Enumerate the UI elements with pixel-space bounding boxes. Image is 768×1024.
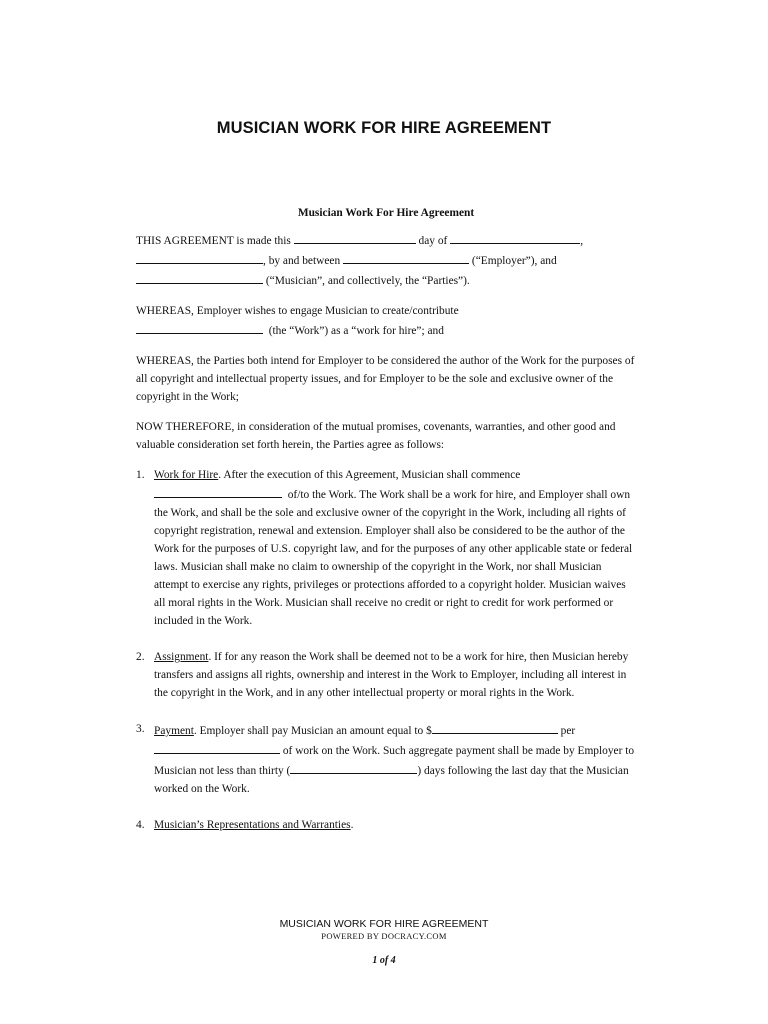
clause-text: . — [350, 819, 354, 831]
intro-paragraph — [136, 230, 636, 290]
clause-text: ) days following the last day that the Musician worked on the Work. — [154, 765, 629, 795]
intro-text-2: day of — [418, 235, 448, 247]
clause-item — [136, 816, 636, 834]
intro-text-4: , by and between — [263, 255, 341, 267]
clause-text: . After the execution of this Agreement, Musician shall commence — [218, 469, 521, 481]
page-number: 1 of 4 — [372, 955, 396, 966]
clause-item — [136, 466, 636, 630]
clause-text: of work on the Work. Such aggregate payment shall be made by Employer to Musician not less than thirty ( — [154, 745, 635, 777]
intro-text-3: , — [580, 235, 584, 247]
intro-text-5: (“Employer”), and — [471, 255, 557, 267]
employer-blank — [343, 250, 469, 264]
date-blank — [294, 230, 416, 244]
clause-heading: Assignment — [154, 651, 209, 663]
rate-unit-blank — [154, 740, 280, 754]
document-body — [136, 204, 636, 852]
clause-heading: Work for Hire — [154, 469, 219, 481]
work-description-blank — [136, 320, 263, 334]
clause-number: 1. — [136, 469, 145, 481]
now-therefore-paragraph: NOW THEREFORE, in consideration of the mutual promises, covenants, warranties, and other good and valuable consideration set forth herein, the Parties agree as follows: — [136, 421, 616, 451]
days-blank — [290, 760, 417, 774]
year-blank — [136, 250, 263, 264]
clause-number: 2. — [136, 651, 145, 663]
month-blank — [450, 230, 580, 244]
clause-text: . If for any reason the Work shall be deemed not to be a work for hire, then Musician hereby transfers and assigns all rights, ownership and interest in the Work to Employer, including all interest in the copyright in the Work, and in any other intellectual property or moral rights in the Work. — [154, 651, 629, 699]
footer-title: MUSICIAN WORK FOR HIRE AGREEMENT — [279, 918, 489, 930]
document-title: MUSICIAN WORK FOR HIRE AGREEMENT — [216, 119, 552, 137]
amount-blank — [432, 720, 558, 734]
clause-item — [136, 720, 636, 798]
intro-text-1: THIS AGREEMENT is made this — [136, 235, 291, 247]
clause-number: 4. — [136, 819, 145, 831]
clause-list — [136, 466, 636, 834]
musician-blank — [136, 270, 263, 284]
footer-powered-by: POWERED BY DOCRACY.COM — [321, 931, 447, 941]
services-blank — [154, 484, 282, 498]
clause-number: 3. — [136, 723, 145, 735]
clause-text: of/to the Work. The Work shall be a work for hire, and Employer shall own the Work, and shall be the sole and exclusive owner of the copyright in the Work, including all rights of copyright registration, renewal and extension. Employer shall also be considered to be the author of the Work for the purposes of U.S. copyright law, and for the purposes of any other applicable state or federal laws. Musician shall make no claim to ownership of the copyright in the Work, nor shall Musician attempt to exercise any rights, privileges or protections afforded to a copyright holder. Musician waives all moral rights in the Work. Musician shall receive no credit or right to credit for work performed or included in the Work. — [154, 489, 633, 627]
whereas-paragraph-1 — [136, 302, 636, 340]
clause-item — [136, 648, 636, 702]
whereas1-text-1: WHEREAS, Employer wishes to engage Musician to create/contribute — [136, 305, 459, 317]
intro-text-6: (“Musician”, and collectively, the “Parties”). — [265, 275, 470, 287]
agreement-subtitle: Musician Work For Hire Agreement — [297, 207, 475, 219]
clause-text: . Employer shall pay Musician an amount equal to $ — [193, 725, 432, 737]
clause-heading: Musician’s Representations and Warranties — [154, 819, 351, 831]
whereas1-text-2: (the “Work”) as a “work for hire”; and — [268, 325, 444, 337]
clause-text: per — [560, 725, 576, 737]
clause-heading: Payment — [154, 725, 194, 737]
whereas-paragraph-2: WHEREAS, the Parties both intend for Employer to be considered the author of the Work for the purposes of all copyright and intellectual property issues, and for Employer to be the sole and exclusive owner of the copyright in the Work; — [136, 355, 635, 403]
